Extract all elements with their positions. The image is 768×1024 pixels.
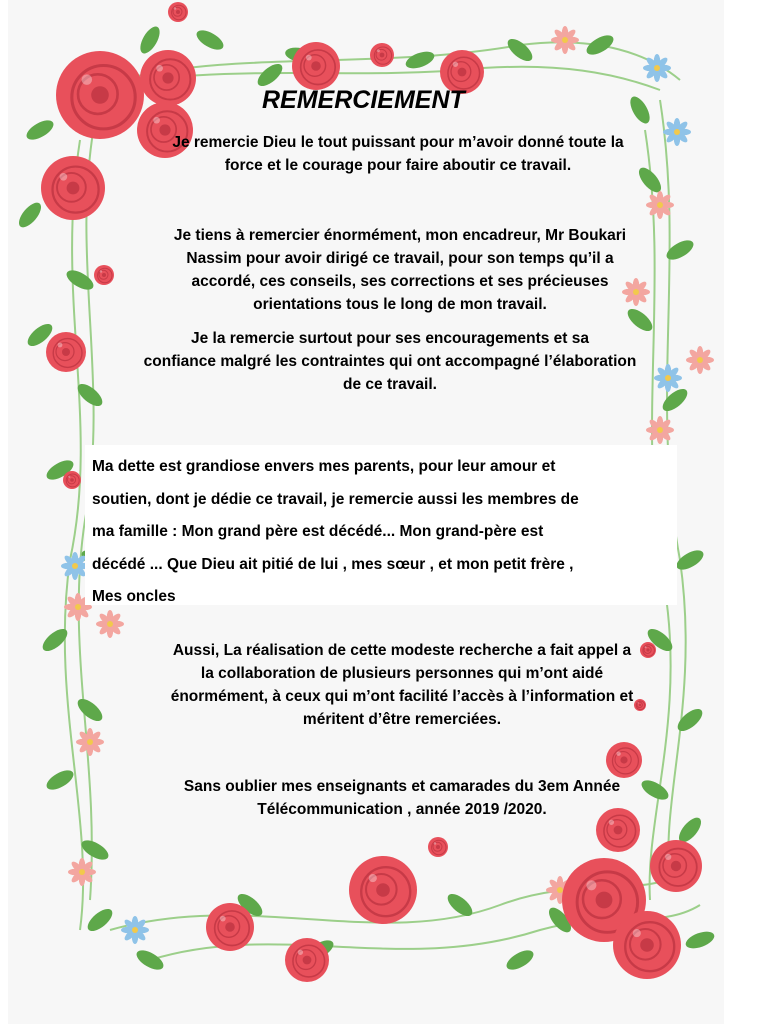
small-flower-icon <box>551 26 579 54</box>
text-line: accordé, ces conseils, ses corrections et ses précieuses <box>191 273 609 290</box>
small-flower-icon <box>643 54 671 82</box>
text-line: Mes oncles <box>92 588 176 605</box>
small-flower-icon <box>121 916 149 944</box>
rose-icon <box>63 471 81 489</box>
leaf-icon <box>626 94 653 127</box>
paragraph-teachers <box>132 775 672 821</box>
text-line: énormément, à ceux qui m’ont facilité l’accès à l’information et <box>170 688 634 705</box>
text-line: confiance malgré les contraintes qui ont accompagné l’élaboration <box>143 353 637 370</box>
leaf-icon <box>194 26 227 53</box>
leaf-icon <box>74 695 106 725</box>
text-line: orientations tous le long de mon travail. <box>253 296 547 313</box>
vine-left <box>65 140 83 930</box>
rose-icon <box>94 265 114 285</box>
rose-icon <box>292 42 340 90</box>
rose-icon <box>650 840 702 892</box>
small-flower-icon <box>76 728 104 756</box>
small-flower-icon <box>68 858 96 886</box>
rose-icon <box>428 837 448 857</box>
leaf-icon <box>404 48 437 71</box>
text-line: ma famille : Mon grand père est décédé... Mon grand-père est <box>92 523 544 540</box>
rose-icon <box>41 156 105 220</box>
paragraph-family <box>92 451 672 614</box>
leaf-icon <box>44 766 77 793</box>
leaf-icon <box>39 625 71 655</box>
rose-icon <box>285 938 329 982</box>
leaf-icon <box>24 116 57 143</box>
leaf-icon <box>504 946 537 973</box>
rose-icon <box>168 2 188 22</box>
leaf-icon <box>684 928 717 951</box>
small-flower-icon <box>96 610 124 638</box>
text-line: soutien, dont je dédie ce travail, je remercie aussi les membres de <box>92 490 579 508</box>
leaf-icon <box>584 31 617 58</box>
text-line: force et le courage pour faire aboutir ce travail. <box>224 157 572 174</box>
rose-icon <box>370 43 394 67</box>
paragraph-encouragement <box>95 327 685 396</box>
paragraph-collaboration <box>122 639 682 731</box>
rose-icon <box>613 911 681 979</box>
text-line: Aussi, La réalisation de cette modeste recherche a fait appel a <box>172 642 632 659</box>
rose-icon <box>206 903 254 951</box>
text-line: Ma dette est grandiose envers mes parents, pour leur amour et <box>92 458 556 475</box>
text-line: de ce travail. <box>343 376 437 393</box>
text-line: décédé ... Que Dieu ait pitié de lui , mes sœur , et mon petit frère , <box>92 555 574 573</box>
small-flower-icon <box>646 416 674 444</box>
leaf-icon <box>504 35 536 65</box>
text-line: Je la remercie surtout pour ses encouragements et sa <box>191 330 589 347</box>
rose-icon <box>140 50 196 106</box>
rose-icon <box>606 742 642 778</box>
paragraph-thanks-god <box>128 131 668 177</box>
rose-icon <box>46 332 86 372</box>
text-line: Je remercie Dieu le tout puissant pour m’avoir donné toute la <box>172 134 624 151</box>
text-line: Je tiens à remercier énormément, mon encadreur, Mr Boukari <box>173 227 627 244</box>
text-line: Sans oublier mes enseignants et camarades du 3em Année <box>183 778 621 795</box>
rose-icon <box>56 51 144 139</box>
small-flower-icon <box>686 346 714 374</box>
leaf-icon <box>134 946 167 973</box>
text-line: méritent d’être remerciées. <box>302 711 502 728</box>
leaf-icon <box>15 199 45 231</box>
page-title: REMERCIEMENT <box>262 86 465 114</box>
small-flower-icon <box>646 191 674 219</box>
paragraph-supervisor <box>120 224 680 316</box>
text-line: Télécommunication , année 2019 /2020. <box>257 801 547 818</box>
leaf-icon <box>64 266 97 293</box>
text-line: la collaboration de plusieurs personnes qui m’ont aidé <box>200 665 604 682</box>
text-line: Nassim pour avoir dirigé ce travail, pour son temps qu’il a <box>186 250 614 267</box>
rose-icon <box>349 856 417 924</box>
